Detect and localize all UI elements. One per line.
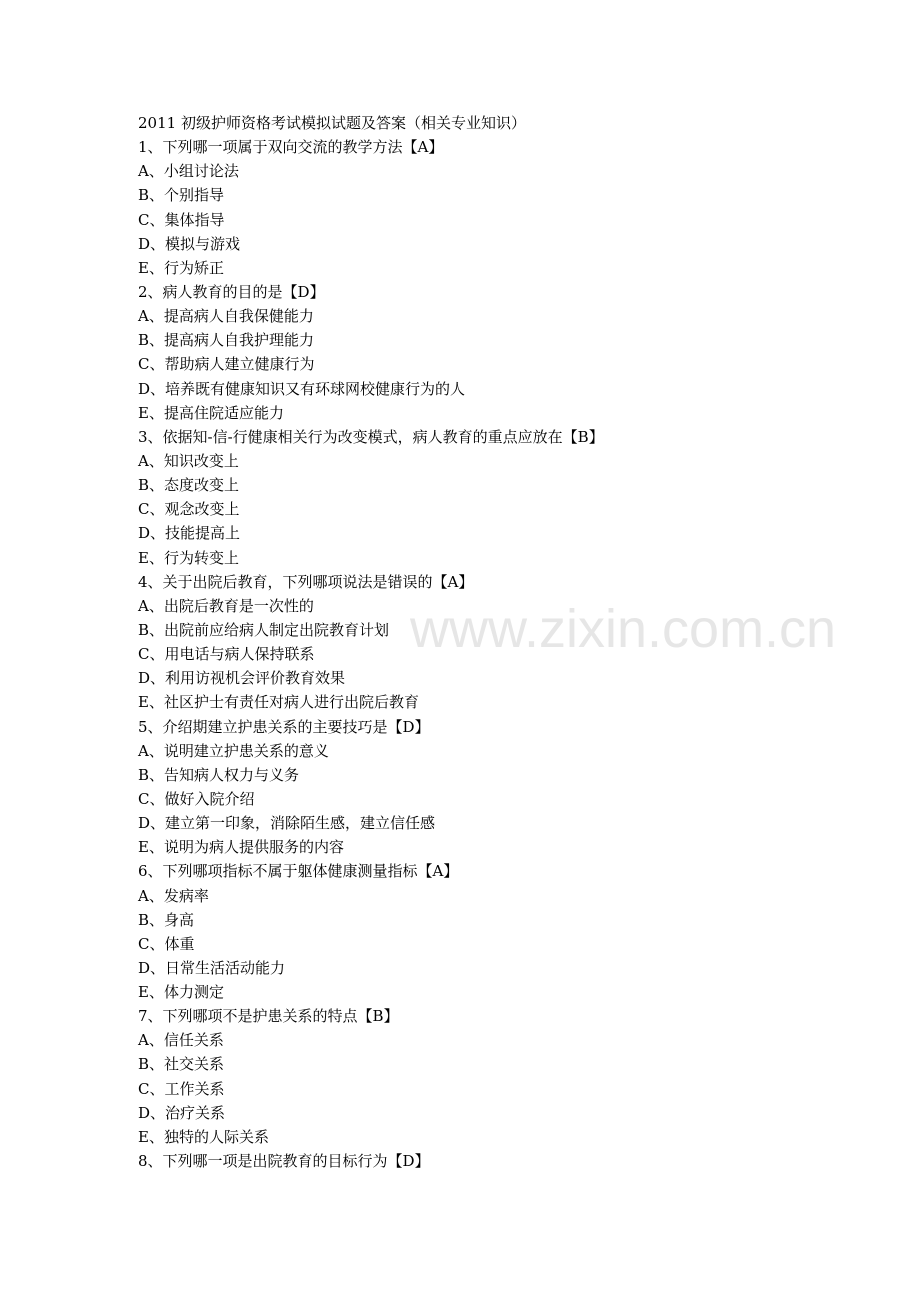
question-stem: 6、下列哪项指标不属于躯体健康测量指标【A】 (138, 862, 459, 881)
answer-option: D、培养既有健康知识又有环球网校健康行为的人 (138, 379, 466, 398)
answer-option: D、治疗关系 (138, 1103, 226, 1122)
answer-option: B、出院前应给病人制定出院教育计划 (138, 620, 390, 639)
answer-option: C、用电话与病人保持联系 (138, 645, 315, 664)
answer-option: B、身高 (138, 910, 195, 929)
answer-option: A、发病率 (138, 886, 209, 905)
answer-option: B、告知病人权力与义务 (138, 765, 300, 784)
answer-option: B、社交关系 (138, 1055, 225, 1074)
answer-option: B、个别指导 (138, 186, 225, 205)
question-stem: 8、下列哪一项是出院教育的目标行为【D】 (138, 1152, 430, 1171)
answer-option: C、做好入院介绍 (138, 789, 255, 808)
answer-option: C、工作关系 (138, 1079, 225, 1098)
answer-option: E、说明为病人提供服务的内容 (138, 838, 344, 857)
answer-option: E、独特的人际关系 (138, 1127, 269, 1146)
question-stem: 7、下列哪项不是护患关系的特点【B】 (138, 1007, 399, 1026)
answer-option: D、模拟与游戏 (138, 234, 241, 253)
answer-option: A、知识改变上 (138, 451, 239, 470)
answer-option: A、信任关系 (138, 1031, 224, 1050)
answer-option: E、行为转变上 (138, 548, 239, 567)
answer-option: B、提高病人自我护理能力 (138, 331, 315, 350)
question-stem: 3、依据知-信-行健康相关行为改变模式，病人教育的重点应放在【B】 (138, 427, 604, 446)
question-stem: 5、介绍期建立护患关系的主要技巧是【D】 (138, 717, 430, 736)
question-stem: 2、病人教育的目的是【D】 (138, 282, 325, 301)
answer-option: E、体力测定 (138, 983, 224, 1002)
answer-option: E、提高住院适应能力 (138, 403, 284, 422)
answer-option: D、建立第一印象，消除陌生感，建立信任感 (138, 814, 436, 833)
answer-option: B、态度改变上 (138, 476, 240, 495)
question-stem: 1、下列哪一项属于双向交流的教学方法【A】 (138, 138, 444, 157)
answer-option: A、出院后教育是一次性的 (138, 596, 314, 615)
answer-option: D、利用访视机会评价教育效果 (138, 669, 346, 688)
document-title: 2011 初级护师资格考试模拟试题及答案（相关专业知识） (138, 114, 526, 132)
answer-option: A、提高病人自我保健能力 (138, 307, 314, 326)
answer-option: A、说明建立护患关系的意义 (138, 741, 329, 760)
answer-option: D、技能提高上 (138, 524, 241, 543)
answer-option: E、行为矫正 (138, 258, 224, 277)
answer-option: C、体重 (138, 934, 195, 953)
answer-option: A、小组讨论法 (138, 162, 239, 181)
answer-option: E、社区护士有责任对病人进行出院后教育 (138, 693, 419, 712)
answer-option: C、观念改变上 (138, 500, 240, 519)
watermark: www.zixin.com.cn (410, 599, 837, 659)
question-stem: 4、关于出院后教育，下列哪项说法是错误的【A】 (138, 572, 474, 591)
answer-option: D、日常生活活动能力 (138, 958, 286, 977)
answer-option: C、集体指导 (138, 210, 225, 229)
document-body (138, 111, 838, 1173)
answer-option: C、帮助病人建立健康行为 (138, 355, 315, 374)
